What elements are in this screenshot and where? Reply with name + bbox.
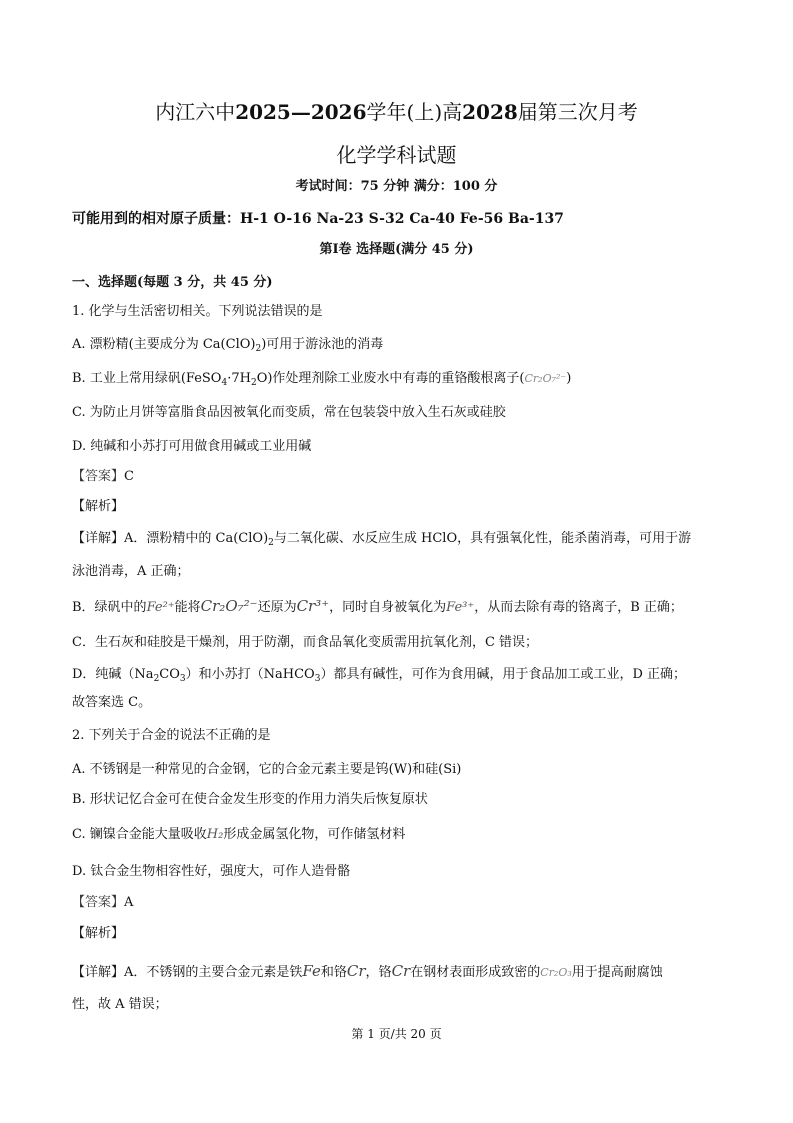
q1-detail-a: 【详解】A．漂粉精中的 $Ca(ClO)_2$与二氧化碳、水反应生成 HClO，具有强氧化性，能杀菌消毒，可用于游 — [72, 531, 692, 548]
q2-analysis-tag: 【解析】 — [72, 926, 125, 941]
title-school: 内江六中 — [155, 100, 236, 124]
q1-option-d: D. 纯碱和小苏打可用做食用碱或工业用碱 — [72, 439, 312, 454]
q2-detail-a: 【详解】A．不锈钢的主要合金元素是铁Fe和铬Cr，铬Cr在钢材表面形成致密的Cr₂O₃用于提高耐腐蚀 — [72, 962, 663, 980]
page-footer: 第 1 页/共 20 页 — [351, 1027, 442, 1041]
section-title: 第Ⅰ卷 选择题(满分 45 分) — [319, 242, 474, 257]
q1-conclusion: 故答案选 C。 — [72, 695, 152, 710]
q1-answer: 【答案】C — [72, 469, 134, 484]
q1-b-formula: Cr₂O₇²⁻ — [524, 372, 567, 385]
section-one-heading: 一、选择题(每题 3 分，共 45 分) — [72, 275, 273, 290]
title-end: 届第三次月考 — [517, 100, 638, 124]
title-mid: 学年(上)高 — [366, 100, 463, 124]
exam-subtitle: 化学学科试题 — [336, 143, 457, 167]
h2-formula: H₂ — [206, 827, 224, 842]
q2-option-d: D. 钛合金生物相容性好，强度大，可作人造骨骼 — [72, 864, 351, 879]
q2-stem: 2. 下列关于合金的说法不正确的是 — [72, 728, 271, 743]
atomic-masses: 可能用到的相对原子质量：H-1 O-16 Na-23 S-32 Ca-40 Fe-56 Ba-137 — [72, 211, 564, 227]
q2-option-b: B. 形状记忆合金可在使合金发生形变的作用力消失后恢复原状 — [72, 792, 428, 807]
q1-option-c: C. 为防止月饼等富脂食品因被氧化而变质，常在包装袋中放入生石灰或硅胶 — [72, 405, 506, 420]
q1-option-a: A. 漂粉精(主要成分为 $Ca(ClO)_2$)可用于游泳池的消毒 — [72, 337, 384, 354]
title-years: 2025—2026 — [235, 100, 367, 124]
q1-detail-a-cont: 泳池消毒，A 正确； — [72, 564, 190, 579]
q2-answer: 【答案】A — [72, 895, 134, 910]
q1-detail-b: B．绿矾中的Fe²⁺能将Cr₂O₇²⁻还原为Cr³⁺，同时自身被氧化为Fe³⁺，从而去除有毒的铬离子，B 正确； — [72, 597, 683, 615]
q2-option-a: A. 不锈钢是一种常见的合金钢，它的合金元素主要是钨(W)和硅(Si) — [72, 762, 462, 777]
q2-option-c: C. 镧镍合金能大量吸收H₂形成金属氢化物，可作储氢材料 — [72, 827, 406, 842]
q1-detail-c: C．生石灰和硅胶是干燥剂，用于防潮，而食品氧化变质需用抗氧化剂，C 错误； — [72, 635, 539, 650]
exam-info: 考试时间：75 分钟 满分：100 分 — [295, 179, 498, 194]
title-grade: 2028 — [462, 100, 518, 124]
q2-detail-a-cont: 性，故 A 错误； — [72, 997, 168, 1012]
q1-option-b: B. 工业上常用绿矾$(FeSO_4\cdot 7H_2O)$作处理剂除工业废水中有毒的重铬酸根离子(Cr₂O₇²⁻) — [72, 371, 572, 388]
q1-analysis-tag: 【解析】 — [72, 499, 125, 514]
q1-detail-d: D．纯碱$(Na_2CO_3)$和小苏打（NaHCO$_3$）都具有碱性，可作为食用碱，用于食品加工或工业，D 正确； — [72, 667, 687, 684]
exam-title — [0, 96, 793, 125]
q1-stem: 1. 化学与生活密切相关。下列说法错误的是 — [72, 304, 323, 319]
